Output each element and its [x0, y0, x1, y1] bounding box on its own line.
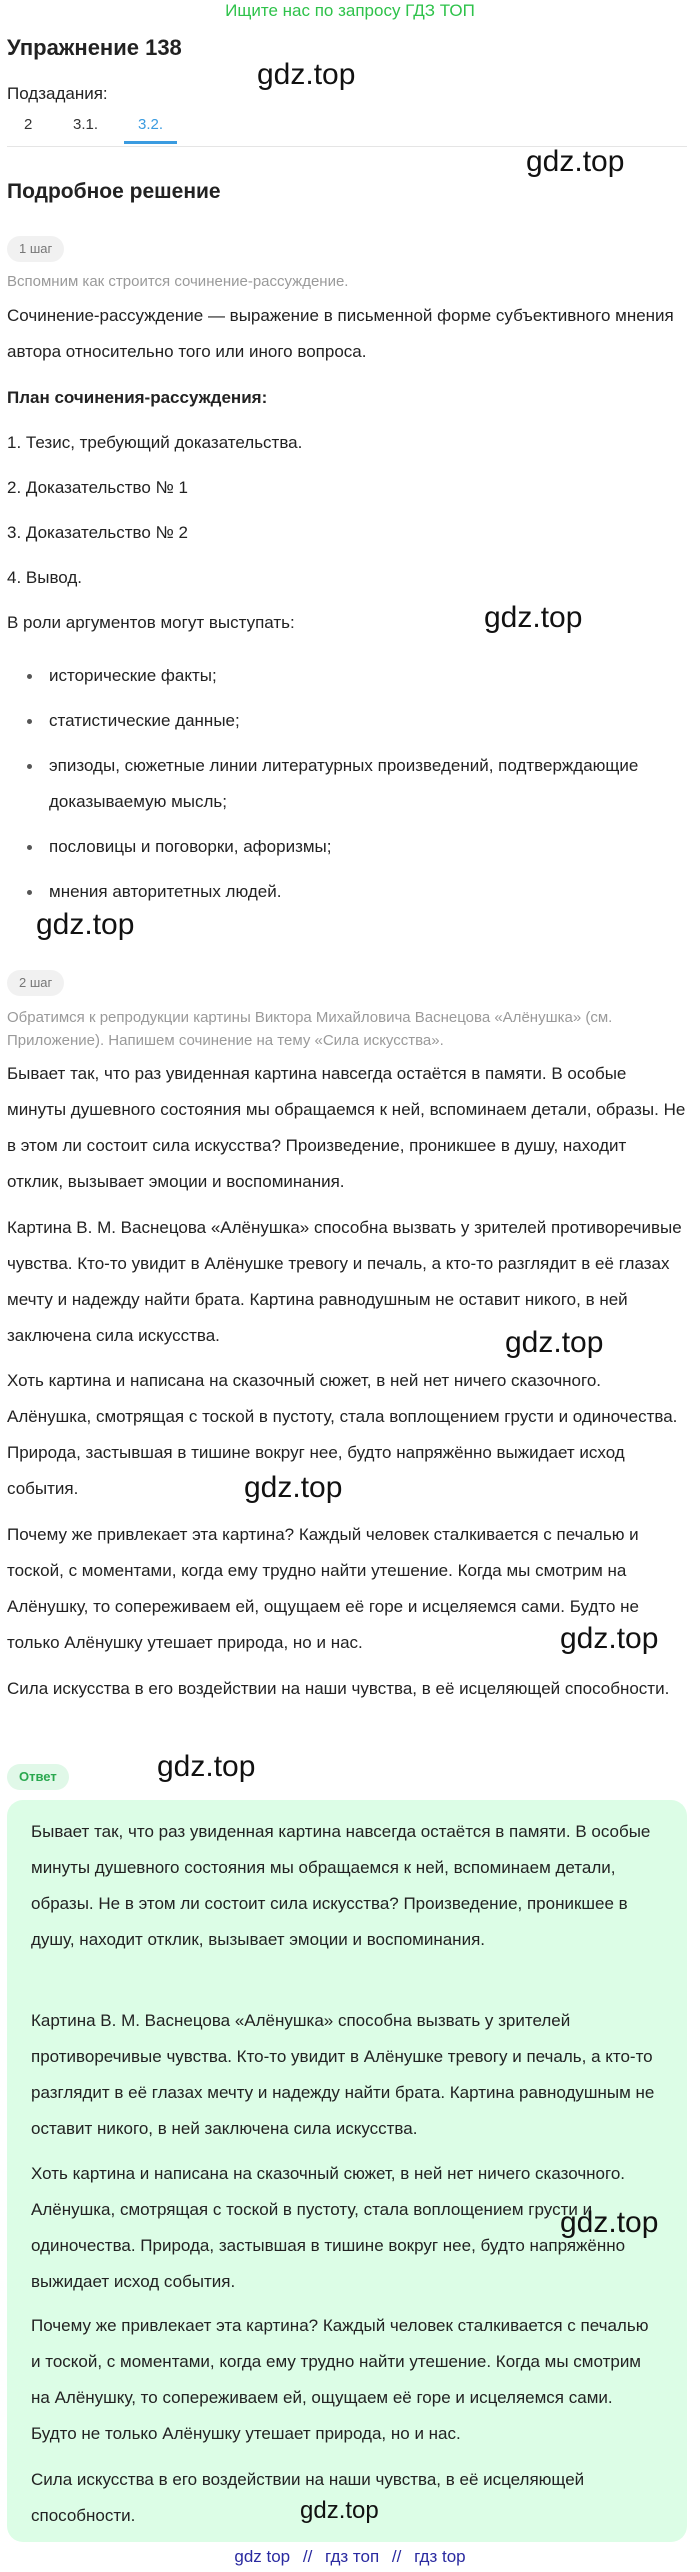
subtask-tabs: [7, 112, 687, 147]
footer-separator: //: [302, 2547, 313, 2566]
step-1-badge: 1 шаг: [7, 236, 64, 262]
answer-paragraph-3: Хоть картина и написана на сказочный сюжет, в ней нет ничего сказочного. Алёнушка, смотрящая с тоской в пустоту, стала воплощением грусти и одиночества. Природа, застывшая в тишине вокруг нее, будто напряжённо выжидает исход события.: [31, 2164, 626, 2291]
tab-2[interactable]: 2: [24, 116, 33, 133]
top-banner[interactable]: Ищите нас по запросу ГДЗ ТОП: [225, 1, 475, 20]
footer-links: [0, 2542, 700, 2572]
answer-paragraph-2: Картина В. М. Васнецова «Алёнушка» способна вызвать у зрителей противоречивые чувства. Кто-то увидит в Алёнушке тревогу и печаль, а кто-то разглядит в её глазах мечту и надежду найти брата. Картина равнодушным не оставит никого, в ней заключена сила искусства.: [31, 2011, 655, 2138]
watermark: gdz.top: [257, 58, 356, 91]
subtasks-label: Подзадания:: [7, 84, 108, 103]
arguments-list: [7, 658, 687, 919]
tab-3-2[interactable]: 3.2.: [124, 116, 177, 144]
footer-link[interactable]: gdz top: [234, 2547, 291, 2566]
list-item: исторические факты;: [7, 658, 687, 694]
list-item: эпизоды, сюжетные линии литературных произведений, подтверждающие доказываемую мысль;: [7, 748, 687, 820]
essay-paragraph-3: Хоть картина и написана на сказочный сюжет, в ней нет ничего сказочного. Алёнушка, смотрящая с тоской в пустоту, стала воплощением грусти и одиночества. Природа, застывшая в тишине вокруг нее, будто напряжённо выжидает исход события.: [7, 1371, 678, 1498]
answer-badge: Ответ: [7, 1764, 69, 1790]
plan-title: План сочинения-рассуждения:: [7, 388, 268, 407]
essay-paragraph-5: Сила искусства в его воздействии на наши чувства, в её исцеляющей способности.: [7, 1679, 670, 1698]
watermark: gdz.top: [560, 1622, 659, 1655]
watermark: gdz.top: [526, 145, 625, 178]
watermark: gdz.top: [484, 601, 583, 634]
step-1-note: Вспомним как строится сочинение-рассуждение.: [7, 273, 349, 290]
footer-separator: //: [391, 2547, 402, 2566]
arguments-intro: В роли аргументов могут выступать:: [7, 613, 295, 632]
list-item: мнения авторитетных людей.: [7, 874, 687, 910]
footer-link[interactable]: гдз топ: [325, 2547, 380, 2566]
plan-item-1: 1. Тезис, требующий доказательства.: [7, 433, 303, 452]
watermark: gdz.top: [36, 908, 135, 941]
essay-paragraph-4: Почему же привлекает эта картина? Каждый человек сталкивается с печалью и тоской, с моментами, когда ему трудно найти утешение. Когда мы смотрим на Алёнушку, то сопереживаем ей, ощущаем её горе и исцеляемся сами. Будто не только Алёнушку утешает природа, но и нас.: [7, 1525, 640, 1652]
list-item: статистические данные;: [7, 703, 687, 739]
section-title: Подробное решение: [7, 180, 221, 203]
answer-box: [7, 1800, 687, 2542]
step-2-note: Обратимся к репродукции картины Виктора Михайловича Васнецова «Алёнушка» (см. Приложение). Напишем сочинение на тему «Сила искусства».: [7, 1009, 613, 1049]
watermark: gdz.top: [560, 2206, 659, 2239]
answer-paragraph-4: Почему же привлекает эта картина? Каждый человек сталкивается с печалью и тоской, с моментами, когда ему трудно найти утешение. Когда мы смотрим на Алёнушку, то сопереживаем ей, ощущаем её горе и исцеляемся сами. Будто не только Алёнушку утешает природа, но и нас.: [31, 2316, 649, 2443]
footer-link[interactable]: гдз top: [414, 2547, 466, 2566]
watermark: gdz.top: [244, 1471, 343, 1504]
essay-paragraph-1: Бывает так, что раз увиденная картина навсегда остаётся в памяти. В особые минуты душевного состояния мы обращаемся к ней, вспоминаем детали, образы. Не в этом ли состоит сила искусства? Произведение, проникшее в душу, находит отклик, вызывает эмоции и воспоминания.: [7, 1064, 686, 1191]
plan-item-2: 2. Доказательство № 1: [7, 478, 188, 497]
plan-item-3: 3. Доказательство № 2: [7, 523, 188, 542]
watermark: gdz.top: [300, 2497, 379, 2524]
watermark: gdz.top: [505, 1326, 604, 1359]
watermark: gdz.top: [157, 1750, 256, 1783]
step-2-badge: 2 шаг: [7, 970, 64, 996]
answer-paragraph-1: Бывает так, что раз увиденная картина навсегда остаётся в памяти. В особые минуты душевного состояния мы обращаемся к ней, вспоминаем детали, образы. Не в этом ли состоит сила искусства? Произведение, проникшее в душу, находит отклик, вызывает эмоции и воспоминания.: [31, 1822, 651, 1949]
essay-paragraph-2: Картина В. М. Васнецова «Алёнушка» способна вызвать у зрителей противоречивые чувства. Кто-то увидит в Алёнушке тревогу и печаль, а кто-то разглядит в её глазах мечту и надежду найти брата. Картина равнодушным не оставит никого, в ней заключена сила искусства.: [7, 1218, 682, 1345]
tab-3-1[interactable]: 3.1.: [73, 116, 99, 133]
answer-paragraph-5: Сила искусства в его воздействии на наши чувства, в её исцеляющей способности.: [31, 2470, 585, 2525]
exercise-title: Упражнение 138: [7, 35, 182, 60]
list-item: пословицы и поговорки, афоризмы;: [7, 829, 687, 865]
plan-item-4: 4. Вывод.: [7, 568, 83, 587]
definition-text: Сочинение-рассуждение — выражение в письменной форме субъективного мнения автора относительно того или иного вопроса.: [7, 306, 674, 361]
